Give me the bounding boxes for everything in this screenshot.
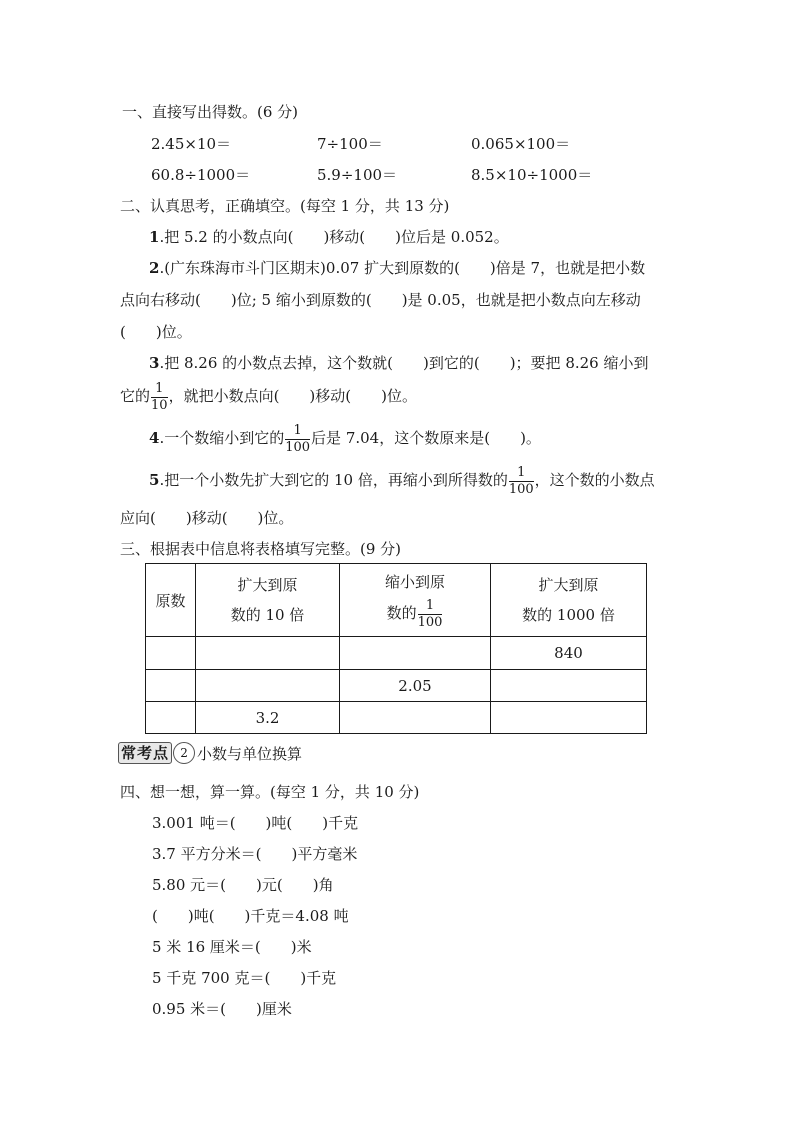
table-header-cell	[340, 564, 491, 637]
question-text: 后是 7.04，这个数原来是( )。	[311, 429, 541, 447]
question-5-line-2: 应向( )移动( )位。	[120, 509, 294, 527]
calc-item: 7÷100＝	[317, 135, 383, 153]
conversion-item: 5 千克 700 克＝( )千克	[152, 969, 337, 987]
fraction	[418, 598, 443, 631]
table-cell[interactable]: 3.2	[196, 702, 340, 734]
conversion-item: 3.7 平方分米＝( )平方毫米	[152, 845, 358, 863]
topic-badge	[118, 741, 302, 765]
header-label: 数的 1000 倍	[522, 606, 615, 624]
table-cell[interactable]: 840	[491, 637, 647, 670]
table-cell[interactable]	[146, 637, 196, 670]
question-3-line-1	[149, 353, 649, 373]
fraction-denominator: 100	[508, 481, 534, 497]
question-3-line-2	[120, 378, 417, 414]
fraction-numerator: 1	[285, 423, 310, 440]
fraction-denominator: 10	[151, 397, 168, 413]
table-cell[interactable]	[196, 637, 340, 670]
calc-item: 8.5×10÷1000＝	[471, 166, 593, 184]
section-1-heading: 一、直接写出得数。(6 分)	[122, 103, 299, 121]
badge-title: 小数与单位换算	[197, 744, 303, 763]
question-2-line-2: 点向右移动( )位; 5 缩小到原数的( )是 0.05，也就是把小数点向左移动	[120, 291, 641, 309]
question-text: .(广东珠海市斗门区期末)0.07 扩大到原数的( )倍是 7，也就是把小数	[159, 259, 646, 277]
badge-label: 常考点	[118, 742, 172, 764]
conversion-item: 0.95 米＝( )厘米	[152, 1000, 292, 1018]
calc-item: 0.065×100＝	[471, 135, 571, 153]
header-label: 数的	[386, 604, 417, 622]
table-row	[146, 670, 647, 702]
conversion-item: ( )吨( )千克＝4.08 吨	[152, 907, 349, 925]
conversion-item: 5.80 元＝( )元( )角	[152, 876, 334, 894]
table-header-cell	[491, 564, 647, 637]
question-number: 3	[149, 354, 160, 372]
fraction-denominator: 100	[285, 439, 311, 455]
calc-item: 2.45×10＝	[151, 135, 232, 153]
table-cell[interactable]	[340, 637, 491, 670]
question-number: 4	[149, 429, 160, 447]
question-text: 它的	[120, 387, 151, 405]
question-5-line-1	[149, 462, 655, 498]
question-text: .把 8.26 的小数点去掉，这个数就( )到它的( )；要把 8.26 缩小到	[159, 354, 649, 372]
question-text: ，这个数的小数点	[534, 471, 655, 489]
question-2-line-1	[149, 258, 645, 278]
section-4-heading: 四、想一想，算一算。(每空 1 分，共 10 分)	[120, 783, 420, 801]
fraction	[509, 465, 534, 498]
fraction	[151, 381, 168, 414]
conversion-table	[145, 563, 647, 734]
header-label: 扩大到原	[538, 576, 599, 594]
fraction-numerator: 1	[509, 465, 534, 482]
section-3-heading: 三、根据表中信息将表格填写完整。(9 分)	[120, 540, 402, 558]
table-cell[interactable]	[146, 702, 196, 734]
question-number: 2	[149, 259, 160, 277]
question-text: .一个数缩小到它的	[159, 429, 285, 447]
question-number: 5	[149, 471, 160, 489]
question-text: ，就把小数点向( )移动( )位。	[168, 387, 417, 405]
table-header-cell	[146, 564, 196, 637]
calc-item: 60.8÷1000＝	[151, 166, 251, 184]
question-text: .把 5.2 的小数点向( )移动( )位后是 0.052。	[159, 228, 509, 246]
question-number: 1	[149, 228, 160, 246]
table-header-row	[146, 564, 647, 637]
table-cell[interactable]	[196, 670, 340, 702]
header-label: 原数	[155, 591, 186, 610]
fraction	[285, 423, 310, 456]
conversion-item: 3.001 吨＝( )吨( )千克	[152, 814, 359, 832]
calc-item: 5.9÷100＝	[317, 166, 398, 184]
table-cell[interactable]	[491, 702, 647, 734]
table-row	[146, 637, 647, 670]
fraction-denominator: 100	[417, 614, 443, 630]
header-label: 缩小到原	[384, 573, 445, 591]
question-text: .把一个小数先扩大到它的 10 倍，再缩小到所得数的	[159, 471, 508, 489]
conversion-item: 5 米 16 厘米＝( )米	[152, 938, 312, 956]
table-header-cell	[196, 564, 340, 637]
table-row	[146, 702, 647, 734]
header-label: 数的 10 倍	[230, 606, 305, 624]
table-cell[interactable]	[146, 670, 196, 702]
question-1	[149, 227, 509, 247]
question-4	[149, 420, 541, 456]
badge-number: 2	[173, 742, 195, 764]
table-cell[interactable]: 2.05	[340, 670, 491, 702]
question-2-line-3: ( )位。	[120, 323, 192, 341]
section-2-heading: 二、认真思考，正确填空。(每空 1 分，共 13 分)	[120, 197, 450, 215]
header-label: 扩大到原	[237, 576, 298, 594]
table-cell[interactable]	[340, 702, 491, 734]
fraction-numerator: 1	[418, 598, 443, 615]
table-cell[interactable]	[491, 670, 647, 702]
fraction-numerator: 1	[151, 381, 168, 398]
